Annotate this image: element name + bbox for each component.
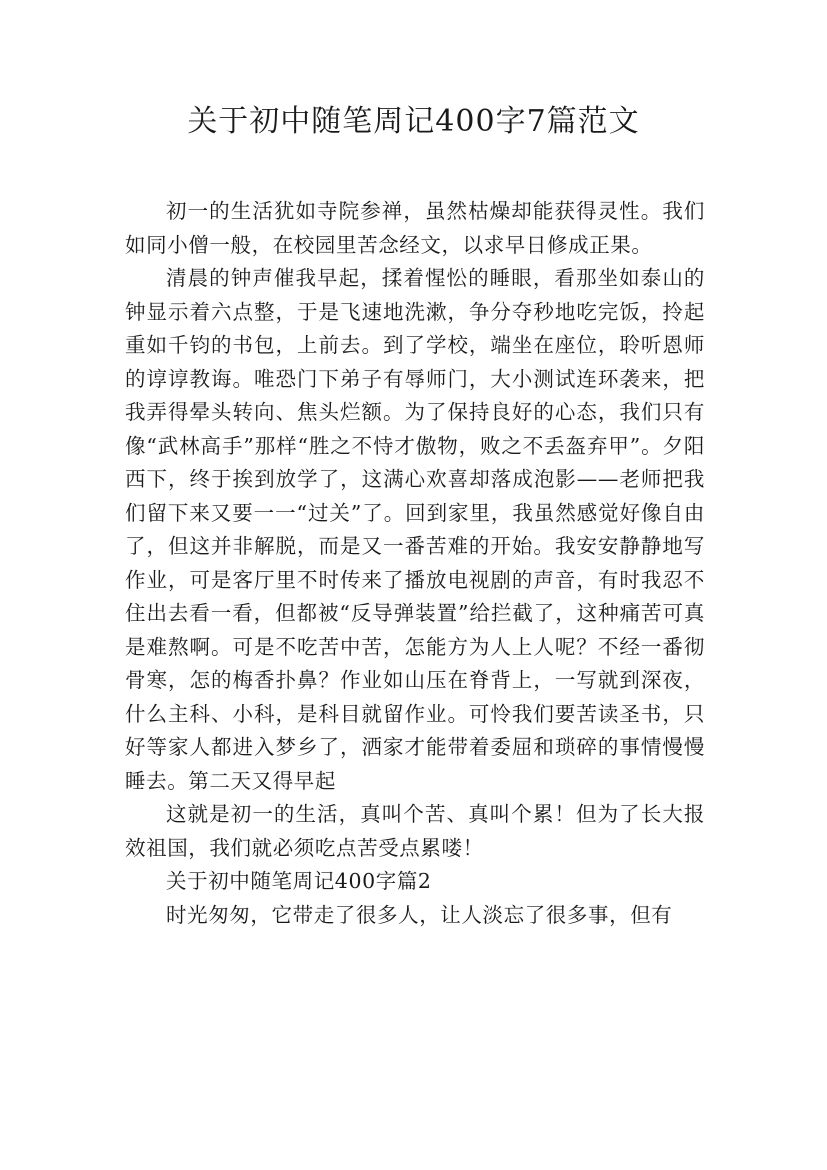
document-title: 关于初中随笔周记400字7篇范文: [187, 104, 640, 139]
section-heading: 关于初中随笔周记400字篇2: [166, 869, 432, 893]
paragraph: 时光匆匆，它带走了很多人，让人淡忘了很多事，但有: [166, 902, 673, 927]
paragraph: 清晨的钟声催我早起，揉着惺忪的睡眼，看那坐如泰山的钟显示着六点整，于是飞速地洗漱，争分夺秒地吃完饭，拎起重如千钧的书包，上前去。到了学校，端坐在座位，聆听恩师的谆谆教诲。唯恐门下弟子有辱师门，大小测试连环袭来，把我弄得晕头转向、焦头烂额。为了保持良好的心态，我们只有像“武林高手”那样“胜之不恃才傲物，败之不丢盔弃甲”。夕阳西下，终于挨到放学了，这满心欢喜却落成泡影——老师把我们留下来又要一一“过关”了。回到家里，我虽然感觉好像自由了，但这并非解脱，而是又一番苦难的开始。我安安静静地写作业，可是客厅里不时传来了播放电视剧的声音，有时我忍不住出去看一看，但都被“反导弹装置”给拦截了，这种痛苦可真是难熬啊。可是不吃苦中苦，怎能方为人上人呢？不经一番彻骨寒，怎的梅香扑鼻？作业如山压在脊背上，一写就到深夜，什么主科、小科，是科目就留作业。可怜我们要苦读圣书，只好等家人都进入梦乡了，洒家才能带着委屈和琐碎的事情慢慢睡去。第二天又得早起: [125, 266, 705, 793]
document-body: [125, 195, 705, 932]
paragraph: 初一的生活犹如寺院参禅，虽然枯燥却能获得灵性。我们如同小僧一般，在校园里苦念经文，以求早日修成正果。: [125, 199, 705, 257]
paragraph: 这就是初一的生活，真叫个苦、真叫个累！但为了长大报效祖国，我们就必须吃点苦受点累喽！: [125, 802, 705, 860]
